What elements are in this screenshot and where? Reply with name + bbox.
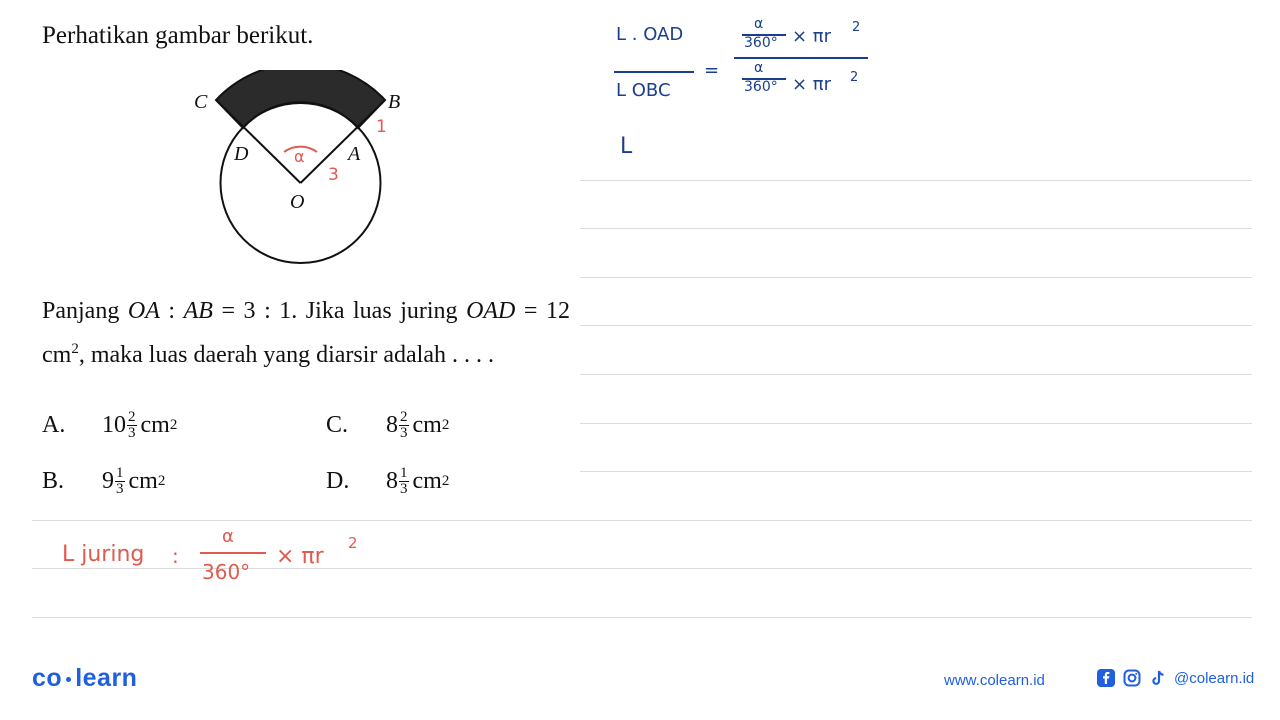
- annot-one: 1: [376, 117, 387, 137]
- juring-formula: [62, 526, 382, 596]
- lone-l: L: [620, 134, 633, 159]
- ratio-top-360: 360°: [744, 35, 778, 51]
- option-b[interactable]: B. 9 $\frac{1}{3}$ cm 2: [42, 465, 166, 497]
- facebook-icon[interactable]: [1096, 668, 1116, 688]
- ratio-top-alpha: α: [754, 16, 764, 32]
- label-o: O: [290, 191, 305, 213]
- question-text: Panjang OA : AB = 3 : 1. Jika luas juring OAD = 12 $cm^2$, maka luas daerah yang diarsir adalah . . . .: [42, 298, 570, 368]
- label-d: D: [234, 143, 249, 165]
- ratio-bot-pir: × πr: [792, 74, 832, 95]
- social-links: [1096, 668, 1254, 688]
- question-title: Perhatikan gambar berikut.: [42, 22, 314, 49]
- annot-alpha: α: [294, 147, 305, 166]
- label-b: B: [388, 91, 401, 113]
- juring-label: L juring: [62, 542, 145, 567]
- juring-colon: :: [172, 544, 179, 568]
- colearn-logo[interactable]: co learn: [32, 664, 138, 692]
- ratio-main-bar: [734, 57, 868, 59]
- option-a[interactable]: A. 10 $\frac{2}{3}$ cm 2: [42, 409, 178, 441]
- social-handle[interactable]: @colearn.id: [1174, 669, 1255, 687]
- option-c[interactable]: C. 8 $\frac{2}{3}$ cm 2: [326, 409, 450, 441]
- ratio-left-den: L OBC: [616, 80, 671, 101]
- shaded-region: [216, 70, 385, 128]
- label-a: A: [348, 143, 361, 165]
- ratio-top-sq: 2: [852, 20, 861, 35]
- tiktok-icon[interactable]: [1148, 668, 1168, 688]
- circle-figure: [190, 70, 420, 280]
- ratio-top-pir: × πr: [792, 26, 832, 47]
- ratio-equals: =: [704, 60, 720, 81]
- ratio-bot-sq: 2: [850, 70, 859, 85]
- website-link[interactable]: www.colearn.id: [944, 672, 1045, 689]
- ratio-bot-360: 360°: [744, 79, 778, 95]
- annot-three: 3: [328, 165, 339, 185]
- instagram-icon[interactable]: [1122, 668, 1142, 688]
- ratio-bot-alpha: α: [754, 60, 764, 76]
- option-d[interactable]: D. 8 $\frac{1}{3}$ cm 2: [326, 465, 450, 497]
- label-c: C: [194, 91, 208, 113]
- juring-bar: [200, 552, 266, 554]
- juring-pir: × πr: [276, 544, 324, 569]
- ratio-note: [612, 16, 882, 116]
- juring-alpha: α: [222, 526, 234, 547]
- juring-360: 360°: [202, 560, 251, 584]
- juring-sq: 2: [348, 534, 358, 552]
- ratio-left-num: L . OAD: [616, 24, 684, 45]
- ratio-left-bar: [614, 71, 694, 73]
